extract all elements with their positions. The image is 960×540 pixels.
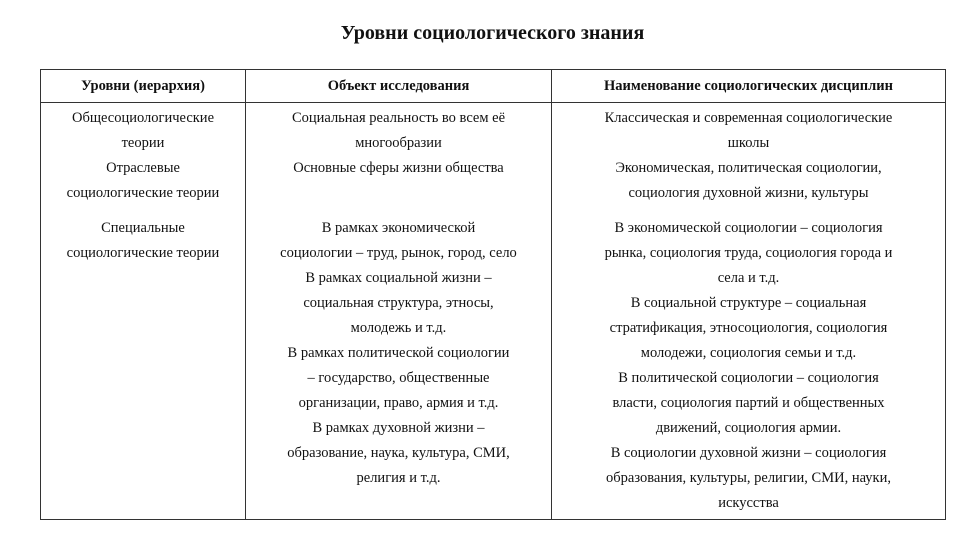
cell-line: В рамках экономической: [321, 220, 476, 236]
table-row: [41, 103, 946, 213]
cell-line: школы: [727, 135, 770, 151]
cell-line: В экономической социологии – социология: [614, 220, 883, 236]
cell-line: власти, социология партий и общественных: [612, 395, 885, 411]
cell-object: [246, 103, 552, 213]
cell-line: молодежь и т.д.: [350, 320, 447, 336]
header-object: Объект исследования: [246, 70, 552, 103]
table-header-row: [41, 70, 946, 103]
cell-line: социальная структура, этносы,: [303, 295, 494, 311]
cell-line: движений, социология армии.: [655, 420, 842, 436]
cell-line: Экономическая, политическая социологии,: [615, 160, 882, 176]
cell-line: В рамках социальной жизни –: [305, 270, 492, 286]
cell-line: Социальная реальность во всем её: [291, 110, 506, 126]
cell-level: [41, 103, 246, 213]
cell-line: В социальной структуре – социальная: [630, 295, 867, 311]
table-row: [41, 212, 946, 520]
cell-line: Общесоциологические: [71, 110, 215, 126]
cell-line: рынка, социология труда, социология города и: [604, 245, 893, 261]
cell-level: [41, 212, 246, 520]
cell-line: Специальные: [101, 220, 185, 236]
header-disciplines: Наименование социологических дисциплин: [552, 70, 946, 103]
cell-line: В социологии духовной жизни – социология: [610, 445, 887, 461]
cell-line: – государство, общественные: [307, 370, 490, 386]
sociology-levels-table: [40, 69, 946, 520]
cell-line: искусства: [718, 495, 779, 511]
cell-line: села и т.д.: [717, 270, 780, 286]
page-title: Уровни социологического знания: [340, 22, 645, 44]
cell-line: социология духовной жизни, культуры: [628, 185, 869, 201]
cell-line: Отраслевые: [106, 160, 180, 176]
cell-line: Классическая и современная социологические: [604, 110, 893, 126]
cell-object: [246, 212, 552, 520]
cell-line: образование, наука, культура, СМИ,: [287, 445, 510, 461]
cell-disciplines: [552, 103, 946, 213]
cell-line: стратификация, этносоциология, социология: [609, 320, 888, 336]
cell-line: социологии – труд, рынок, город, село: [280, 245, 517, 261]
cell-line: социологические теории: [66, 185, 220, 201]
cell-disciplines: [552, 212, 946, 520]
cell-line: В политической социологии – социология: [618, 370, 879, 386]
cell-line: многообразии: [355, 135, 442, 151]
cell-line: В рамках духовной жизни –: [312, 420, 485, 436]
cell-line: Основные сферы жизни общества: [293, 160, 504, 176]
cell-line: организации, право, армия и т.д.: [298, 395, 499, 411]
cell-line: молодежи, социология семьи и т.д.: [640, 345, 857, 361]
cell-line: теории: [121, 135, 165, 151]
header-levels: Уровни (иерархия): [41, 70, 246, 103]
cell-line: образования, культуры, религии, СМИ, науки,: [606, 470, 891, 486]
cell-line: социологические теории: [66, 245, 220, 261]
cell-line: В рамках политической социологии: [287, 345, 510, 361]
cell-line: религия и т.д.: [356, 470, 441, 486]
